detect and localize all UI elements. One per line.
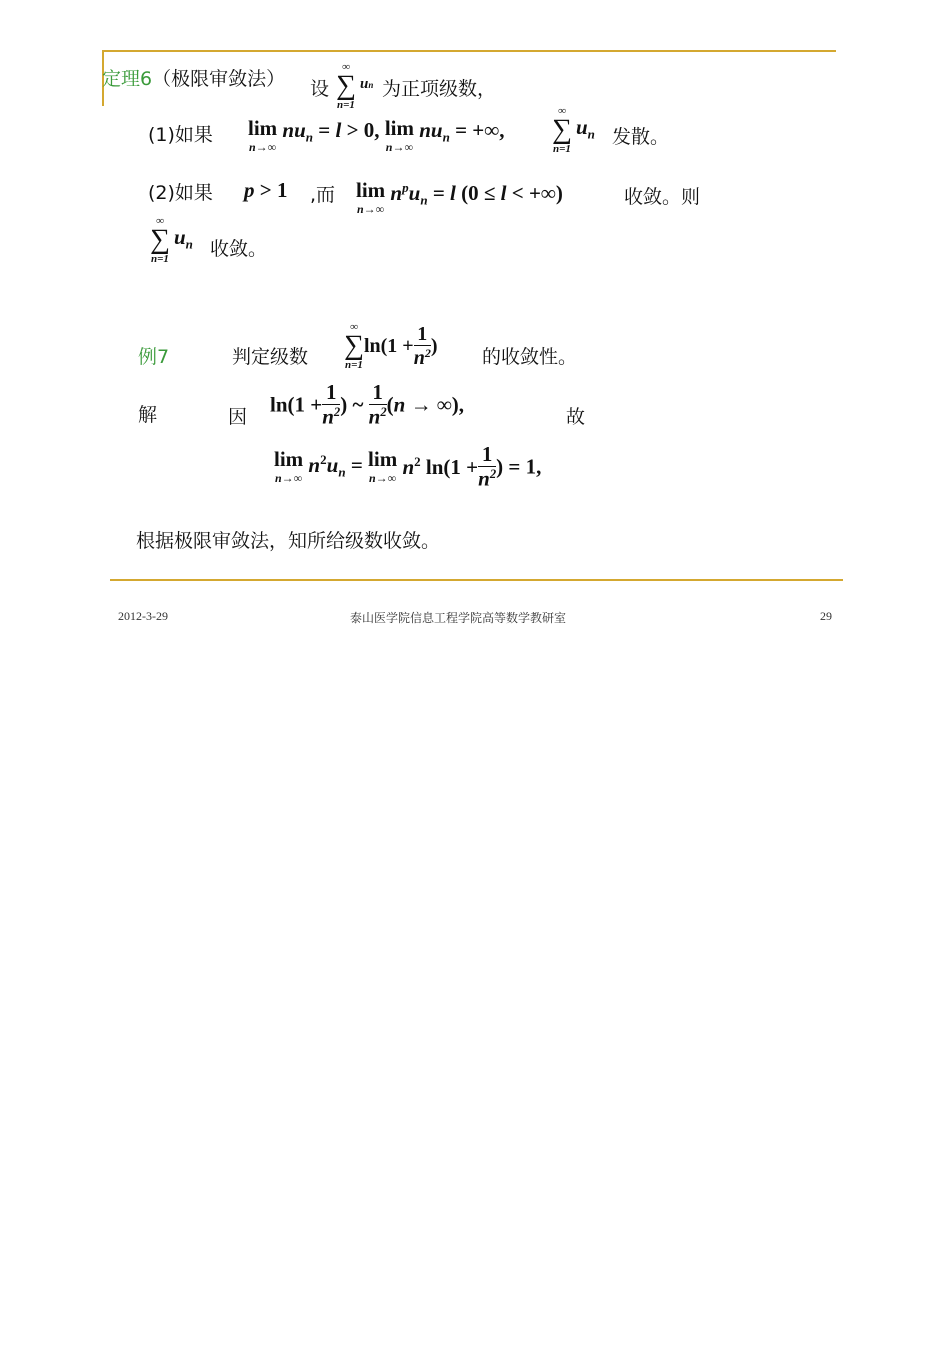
example-label: 例7 [138,346,170,368]
case2-mid: ,而 [310,184,336,206]
footer-date: 2012-3-29 [118,609,168,623]
theorem-title: （极限审敛法） [152,68,286,90]
solution-because: 因 [228,406,248,428]
example-series: ∞ ∑ n=1 ln(1 + $\frac{1}{n^2}$ ) [344,321,438,371]
theorem-heading [102,64,285,91]
case1-label: (1)如果 [148,124,213,146]
top-rule [103,50,836,52]
solution-therefore: 故 [566,406,586,428]
footer-page-number: 29 [820,609,832,623]
example-prompt: 判定级数 [232,346,309,368]
case2-sum: ∞ ∑ n=1 $u_n$ [150,215,193,265]
case1-result: 发散。 [612,126,670,148]
solution-label: 解 [138,404,158,426]
theorem-lead: 设 [310,78,330,100]
case2-tail: 收敛。则 [624,186,701,208]
case1-formula: lim n→∞ $nu_n = l > 0$, lim n→∞ $nu_n$ = +∞, [248,116,505,154]
case2-formula: lim n→∞ $n^pu_n = l$ (0 ≤ l < +∞) [356,178,563,216]
example-suffix: 的收敛性。 [482,346,578,368]
solution-conclusion: 根据极限审敛法，知所给级数收敛。 [136,530,441,552]
case2-condition: p > 1 [244,178,288,202]
solution-limit: lim n→∞ $n^2u_n$ = lim n→∞ $n^2$ ln(1 + $\frac{1}{n^2}$ ) = 1, [274,442,542,491]
bottom-rule [110,579,843,581]
case2-label: (2)如果 [148,182,213,204]
theorem-label: 定理6 [102,68,153,90]
case2-result: 收敛。 [210,238,268,260]
footer-organization: 泰山医学院信息工程学院高等数学教研室 [350,611,567,625]
sigma-symbol: ∞ ∑ n=1 [336,61,356,111]
solution-equivalence: ln(1 + $\frac{1}{n^2}$ ) ~ $\frac{1}{n^2}$ (n → ∞), [270,380,465,429]
theorem-series-sum: ∞ ∑ n=1 un [336,61,374,111]
case1-sum: ∞ ∑ n=1 $u_n$ [552,105,595,155]
theorem-series-desc: 为正项级数， [382,78,497,100]
